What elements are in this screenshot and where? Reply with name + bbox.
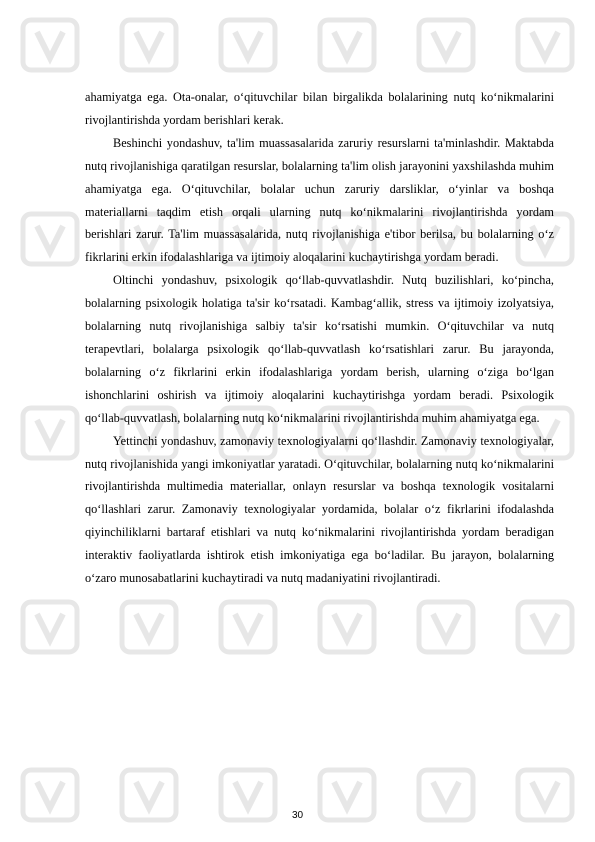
paragraph-continuation: ahamiyatga ega. Ota-onalar, o‘qituvchilar bilan birgalikda bolalarining nutq ko‘nikmalarini rivojlantirishda yordam berishlari kerak. [85,90,554,127]
paragraph-sixth-approach: Oltinchi yondashuv, psixologik qo‘llab-quvvatlashdir. Nutq buzilishlari, ko‘pincha, bolalarning psixologik holatiga ta'sir ko‘rsatadi. Kambag‘allik, stress va ijtimoiy izolyatsiya, bolalarning nutq rivojlanishiga salbiy ta'sir ko‘rsatishi mumkin. O‘qituvchilar va nutq terapevtlari, bolalarga psixologik qo‘llab-quvvatlash ko‘rsatishlari zarur. Bu jarayonda, bolalarning o‘z fikrlarini erkin ifodalashlariga yordam berish, ularning o‘ziga bo‘lgan ishonchlarini oshirish va ijtimoiy aloqalarini kuchaytirishga yordam beradi. Psixologik qo‘llab-quvvatlash, bolalarning nutq ko‘nikmalarini rivojlantirishda muhim ahamiyatga ega. [85,273,554,425]
logo-watermark-icon [17,14,83,76]
logo-watermark-icon [116,14,182,76]
logo-watermark-icon [17,208,83,270]
logo-watermark-icon [512,596,578,658]
paragraph-seventh-approach: Yettinchi yondashuv, zamonaviy texnologiyalarni qo‘llashdir. Zamonaviy texnologiyalar, nutq rivojlanishida yangi imkoniyatlar yaratadi. O‘qituvchilar, bolalarning nutq ko‘nikmalarini rivojlantirishda multimedia materiallar, onlayn resurslar va boshqa texnologik vositalarni qo‘llashlari zarur. Zamonaviy texnologiyalar yordamida, bolalar o‘z fikrlarini ifodalashda qiyinchiliklarni bartaraf etishlari va nutq ko‘nikmalarini rivojlantirishda yordam beradigan interaktiv faoliyatlarda ishtirok etish imkoniyatiga ega bo‘ladilar. Bu jarayon, bolalarning o‘zaro munosabatlarini kuchaytiradi va nutq madaniyatini rivojlantiradi. [85,433,554,586]
logo-watermark-icon [17,596,83,658]
logo-watermark-icon [314,596,380,658]
logo-watermark-icon [215,14,281,76]
logo-watermark-icon [116,596,182,658]
page-number: 30 [291,810,304,821]
logo-watermark-icon [17,402,83,464]
logo-watermark-icon [512,14,578,76]
logo-watermark-icon [314,14,380,76]
logo-watermark-icon [413,596,479,658]
paragraph-fifth-approach: Beshinchi yondashuv, ta'lim muassasalarida zaruriy resurslarni ta'minlashdir. Maktabda nutq rivojlanishiga qaratilgan resurslar, bolalarning ta'lim olish jarayonini yaxshilashda muhim ahamiyatga ega. O‘qituvchilar, bolalar uchun zaruriy darsliklar, o‘yinlar va boshqa materiallarni taqdim etish orqali ularning nutq ko‘nikmalarini rivojlantirishda yordam berishlari zarur. Ta'lim muassasalarida, nutq rivojlanishiga e'tibor berilsa, bu bolalarning o‘z fikrlarini erkin ifodalashlariga va ijtimoiy aloqalarini kuchaytirishga yordam beradi. [85,135,554,265]
logo-watermark-icon [413,14,479,76]
document-body [85,86,554,590]
logo-watermark-icon [215,596,281,658]
